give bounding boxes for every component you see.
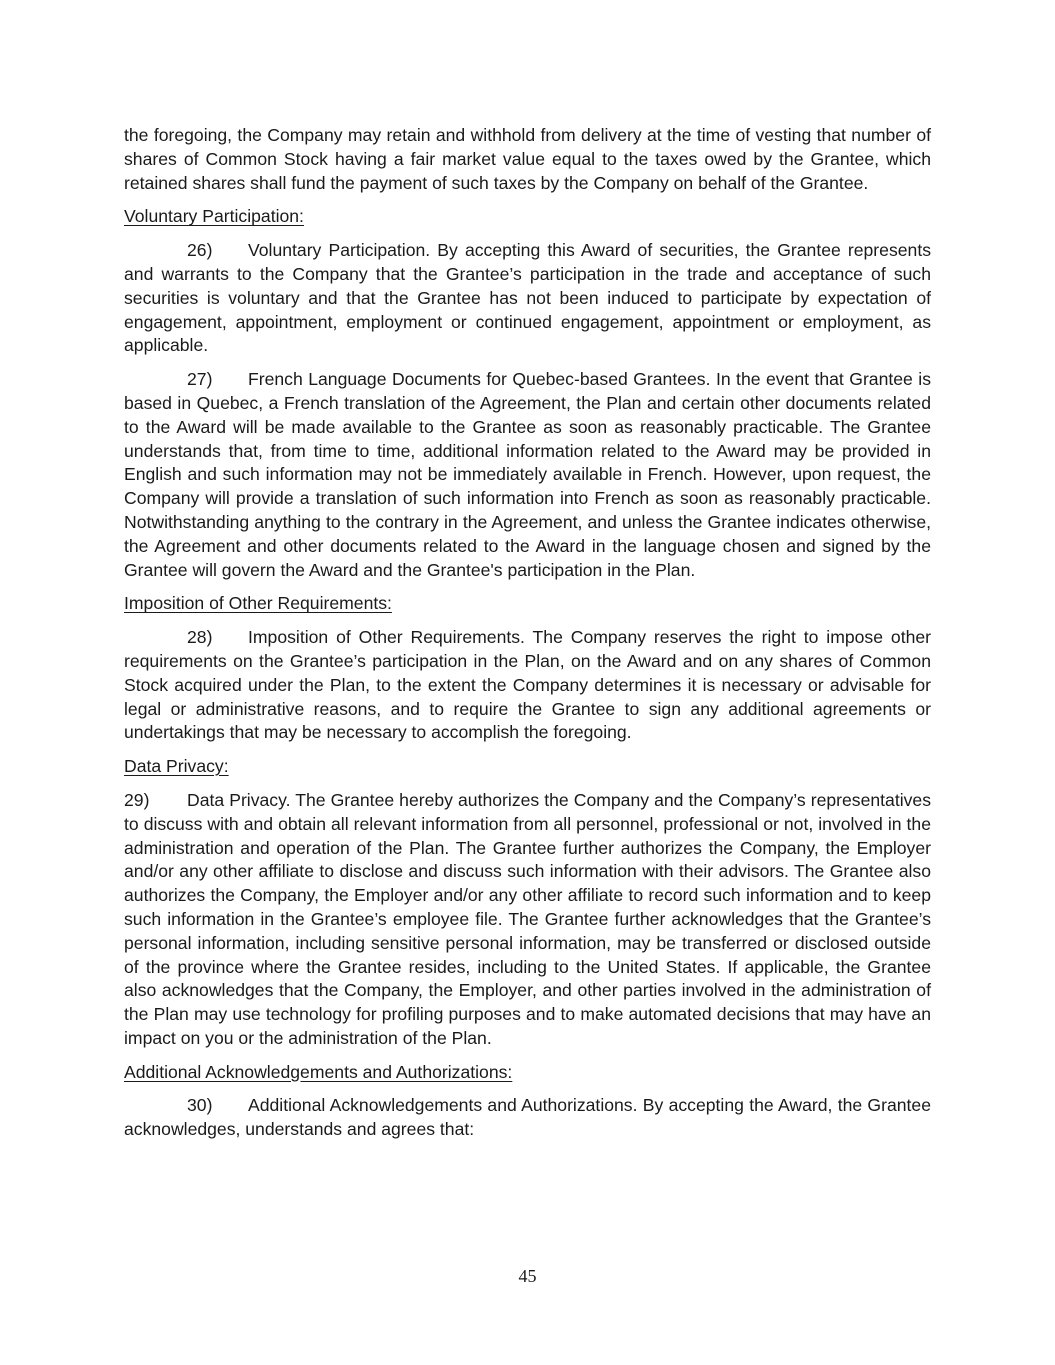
clause-28 — [124, 626, 931, 745]
clause-body: By accepting the Award, the Grantee acknowledges, understands and agrees that: — [124, 1095, 932, 1140]
clause-body: In the event that Grantee is based in Quebec, a French translation of the Agreement, the Plan and certain other documents related to the Award will be made available to the Grantee as soon as reasonably practicable. The Grantee understands that, from time to time, additional information related to the Award may be provided in English and such information may not be immediately available in French. However, upon request, the Company will provide a translation of such information into French as soon as reasonably practicable. Notwithstanding anything to the contrary in the Agreement, and unless the Grantee indicates otherwise, the Agreement and other documents related to the Award in the language chosen and signed by the Grantee will govern the Award and the Grantee's participation in the Plan. — [124, 369, 931, 580]
clause-number: 26) — [187, 240, 213, 261]
section-heading-imposition-of-other-requirements: Imposition of Other Requirements: — [124, 593, 392, 614]
clause-number: 27) — [187, 369, 213, 390]
section-heading-data-privacy: Data Privacy: — [124, 756, 229, 777]
clause-body: The Company reserves the right to impose other requirements on the Grantee’s participation in the Plan, on the Award and on any shares of Common Stock acquired under the Plan, to the extent the Company determines it is necessary or advisable for legal or administrative reasons, and to require the Grantee to sign any additional agreements or undertakings that may be necessary to accomplish the foregoing. — [124, 627, 932, 743]
clause-number: 29) — [124, 789, 150, 810]
clause-title: Imposition of Other Requirements. — [248, 627, 525, 648]
clause-body: By accepting this Award of securities, the Grantee represents and warrants to the Company that the Grantee’s participation in the trade and acceptance of such securities is voluntary and that the Grantee has not been induced to participate by expectation of engagement, appointment, employment or continued engagement, appointment or employment, as applicable. — [124, 240, 932, 356]
clause-title: Additional Acknowledgements and Authorizations. — [248, 1095, 638, 1116]
intro-paragraph: the foregoing, the Company may retain and withhold from delivery at the time of vesting that number of shares of Common Stock having a fair market value equal to the taxes owed by the Grantee, which retained shares shall fund the payment of such taxes by the Company on behalf of the Grantee. — [124, 125, 931, 193]
clause-title: Data Privacy. — [187, 789, 291, 810]
page-number: 45 — [518, 1266, 537, 1286]
clause-29 — [124, 789, 931, 1051]
section-heading-additional-acknowledgements: Additional Acknowledgements and Authorizations: — [124, 1061, 513, 1082]
clause-title: Voluntary Participation. — [248, 240, 431, 261]
clause-number: 30) — [187, 1095, 213, 1116]
section-heading-voluntary-participation: Voluntary Participation: — [124, 206, 304, 227]
clause-27 — [124, 368, 931, 582]
clause-30 — [124, 1094, 931, 1142]
clause-number: 28) — [187, 627, 213, 648]
clause-26 — [124, 239, 931, 358]
clause-body: The Grantee hereby authorizes the Company and the Company’s representatives to discuss with and obtain all relevant information from all personnel, professional or not, involved in the administration and operation of the Plan. The Grantee further authorizes the Company, the Employer and/or any other affiliate to disclose and discuss such information with their advisors. The Grantee also authorizes the Company, the Employer and/or any other affiliate to record such information and to keep such information in the Grantee’s employee file. The Grantee further acknowledges that the Grantee’s personal information, including sensitive personal information, may be transferred or disclosed outside of the province where the Grantee resides, including to the United States. If applicable, the Grantee also acknowledges that the Company, the Employer, and other parties involved in the administration of the Plan may use technology for profiling purposes and to make automated decisions that may have an impact on you or the administration of the Plan. — [124, 789, 931, 1048]
clause-title: French Language Documents for Quebec-based Grantees. — [248, 369, 711, 390]
document-page — [124, 124, 931, 1152]
